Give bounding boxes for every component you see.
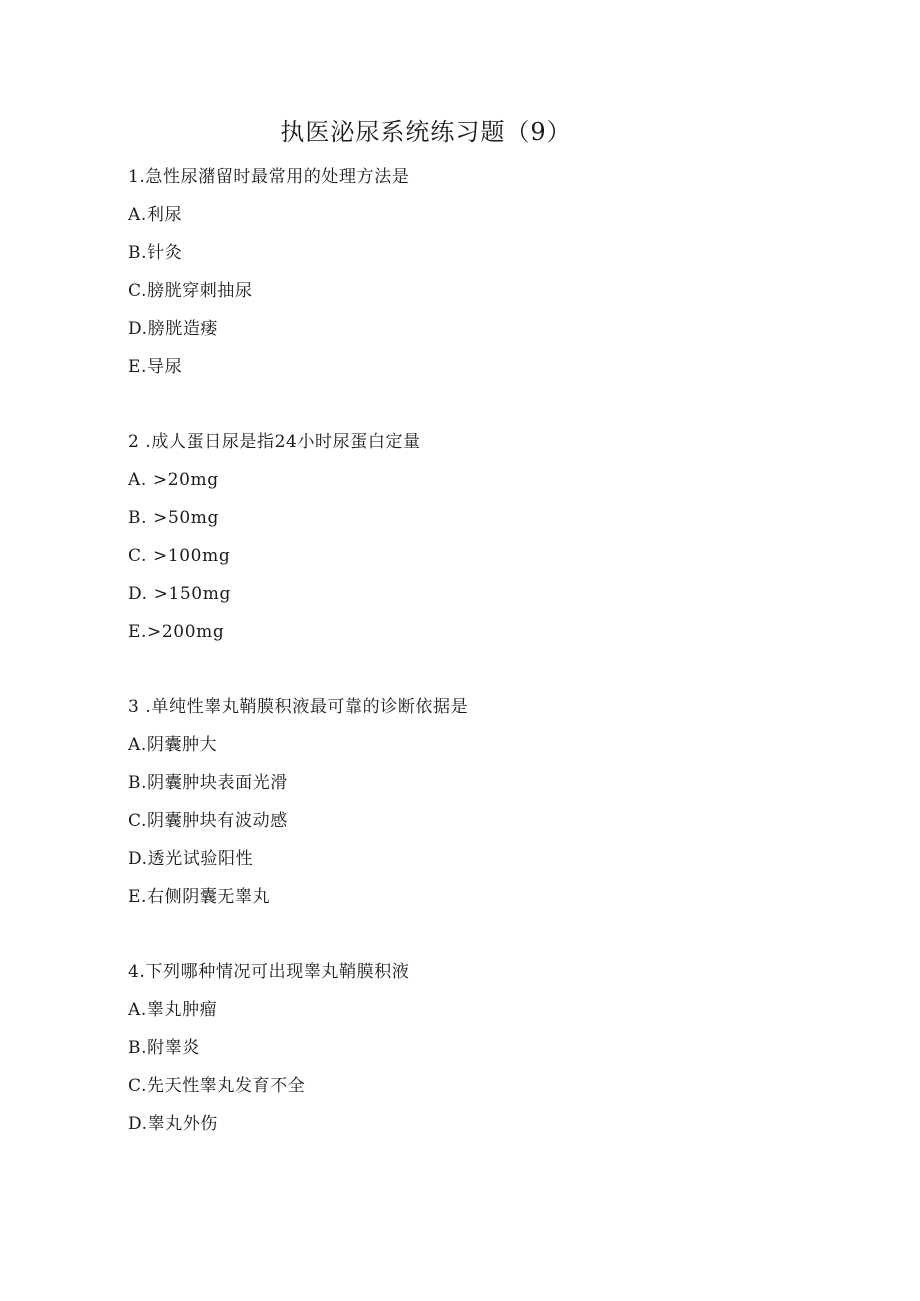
question-2-option-e: E.>200mg [128,622,225,642]
question-3-option-a: A.阴囊肿大 [128,735,218,755]
question-3-option-c: C.阴囊肿块有波动感 [128,811,288,831]
question-4-option-c: C.先天性睾丸发育不全 [128,1076,306,1096]
question-4-option-d: D.睾丸外伤 [128,1114,219,1134]
question-2-option-c: C. >100mg [128,546,231,566]
document-title: 执医泌尿系统练习题（9） [280,118,572,146]
question-4-stem: 4.下列哪种情况可出现睾丸鞘膜积液 [128,962,410,982]
question-3-option-d: D.透光试验阳性 [128,849,254,869]
question-3-option-e: E.右侧阴囊无睾丸 [128,887,271,907]
question-1-stem: 1.急性尿潴留时最常用的处理方法是 [128,167,410,187]
question-1-option-a: A.利尿 [128,205,183,225]
question-2-stem: 2 .成人蛋日尿是指24小时尿蛋白定量 [128,432,421,452]
question-3-option-b: B.阴囊肿块表面光滑 [128,773,288,793]
question-4-option-a: A.睾丸肿瘤 [128,1000,218,1020]
question-1-option-e: E.导尿 [128,357,183,377]
question-3-stem: 3 .单纯性睾丸鞘膜积液最可靠的诊断依据是 [128,697,469,717]
question-1-option-b: B.针灸 [128,243,183,263]
question-2-option-b: B. >50mg [128,508,219,528]
question-4-option-b: B.附睾炎 [128,1038,200,1058]
question-2-option-d: D. >150mg [128,584,231,604]
question-2-option-a: A. >20mg [128,470,219,490]
question-1-option-c: C.膀胱穿刺抽尿 [128,281,253,301]
question-1-option-d: D.膀胱造瘘 [128,319,219,339]
